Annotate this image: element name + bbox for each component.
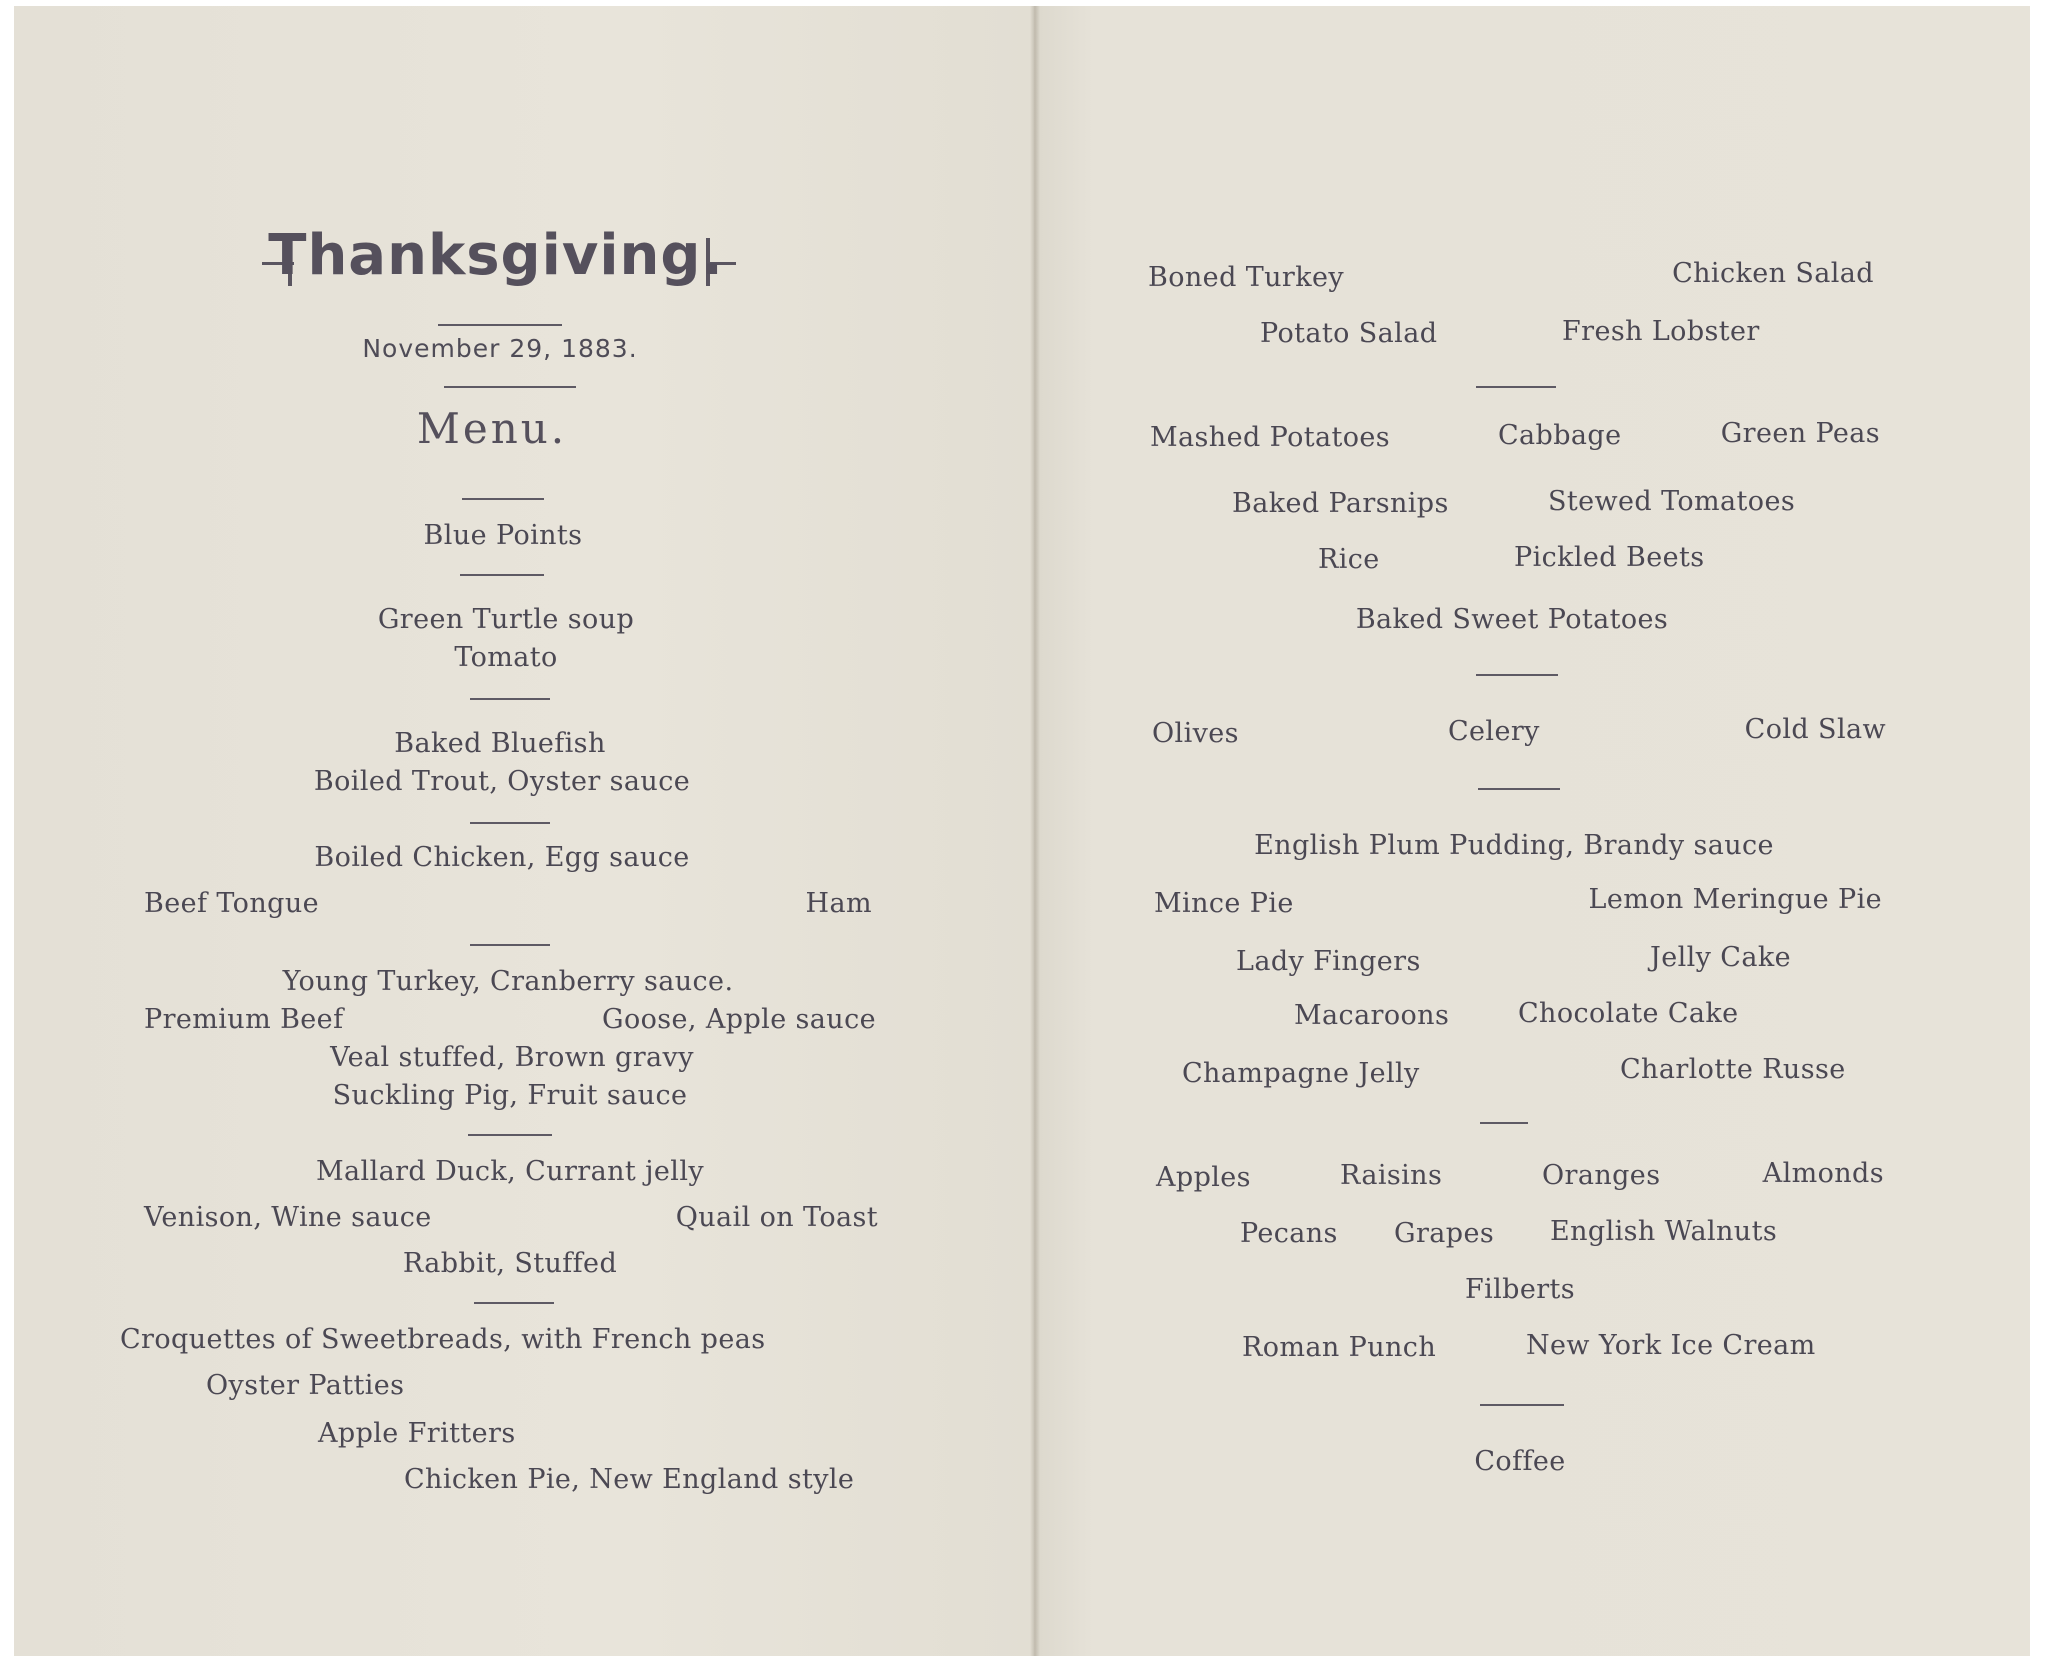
menu-item: Rabbit, Stuffed <box>402 1248 618 1279</box>
menu-title: Thanksgiving. <box>268 223 724 288</box>
menu-item: Fresh Lobster <box>1562 316 1760 347</box>
menu-item: Apple Fritters <box>318 1418 516 1449</box>
divider <box>462 498 544 500</box>
menu-item: Pickled Beets <box>1514 542 1705 573</box>
menu-item: Lady Fingers <box>1236 946 1421 977</box>
divider <box>1480 1404 1564 1406</box>
menu-item: Potato Salad <box>1260 318 1438 349</box>
menu-heading: Menu. <box>416 404 568 453</box>
menu-item: Cold Slaw <box>1744 714 1886 745</box>
menu-item: Apples <box>1156 1162 1251 1193</box>
divider <box>1478 788 1560 790</box>
menu-item: Almonds <box>1762 1158 1884 1189</box>
menu-item: Filberts <box>1464 1274 1576 1305</box>
menu-item: Green Peas <box>1720 418 1880 449</box>
menu-item: Baked Sweet Potatoes <box>1355 604 1669 635</box>
menu-item: Mashed Potatoes <box>1150 422 1391 453</box>
divider <box>444 386 576 388</box>
menu-item: Blue Points <box>423 520 583 551</box>
divider <box>460 574 544 576</box>
divider <box>468 1134 552 1136</box>
menu-item: Celery <box>1448 716 1540 747</box>
divider <box>474 1302 554 1304</box>
menu-item: Boiled Trout, Oyster sauce <box>313 766 691 797</box>
menu-item: Goose, Apple sauce <box>602 1004 876 1035</box>
menu-item: Oranges <box>1542 1160 1661 1191</box>
menu-item: Croquettes of Sweetbreads, with French peas <box>120 1324 766 1355</box>
menu-item: English Walnuts <box>1550 1216 1778 1247</box>
menu-item: Chicken Pie, New England style <box>404 1464 855 1495</box>
menu-item: Ham <box>805 888 872 919</box>
divider <box>438 324 562 326</box>
menu-item: Roman Punch <box>1242 1332 1437 1363</box>
menu-item: Mallard Duck, Currant jelly <box>315 1156 705 1187</box>
menu-item: Beef Tongue <box>144 888 319 919</box>
menu-item: Tomato <box>454 642 558 673</box>
menu-item: Chocolate Cake <box>1518 998 1739 1029</box>
menu-item: Oyster Patties <box>206 1370 405 1401</box>
divider <box>470 698 550 700</box>
menu-item: Boiled Chicken, Egg sauce <box>314 842 690 873</box>
divider <box>1476 386 1556 388</box>
divider <box>470 944 550 946</box>
menu-item: New York Ice Cream <box>1526 1330 1816 1361</box>
menu-item: Coffee <box>1474 1446 1566 1477</box>
menu-item: Champagne Jelly <box>1182 1058 1420 1089</box>
menu-item: Premium Beef <box>144 1004 344 1035</box>
center-fold <box>1030 6 1040 1656</box>
menu-item: Olives <box>1152 718 1239 749</box>
menu-item: English Plum Pudding, Brandy sauce <box>1254 830 1774 861</box>
menu-item: Grapes <box>1394 1218 1495 1249</box>
menu-item: Quail on Toast <box>675 1202 878 1233</box>
menu-item: Mince Pie <box>1154 888 1294 919</box>
menu-item: Young Turkey, Cranberry sauce. <box>282 966 734 997</box>
divider <box>1476 674 1558 676</box>
menu-item: Boned Turkey <box>1148 262 1345 293</box>
menu-item: Macaroons <box>1294 1000 1450 1031</box>
menu-item: Raisins <box>1340 1160 1443 1191</box>
menu-item: Chicken Salad <box>1672 258 1874 289</box>
menu-date: November 29, 1883. <box>362 334 638 363</box>
menu-item: Venison, Wine sauce <box>144 1202 432 1233</box>
menu-item: Charlotte Russe <box>1620 1054 1846 1085</box>
menu-item: Stewed Tomatoes <box>1548 486 1796 517</box>
menu-item: Baked Bluefish <box>394 728 606 759</box>
menu-item: Suckling Pig, Fruit sauce <box>332 1080 688 1111</box>
menu-item: Lemon Meringue Pie <box>1588 884 1882 915</box>
menu-item: Pecans <box>1240 1218 1338 1249</box>
menu-item: Rice <box>1318 544 1380 575</box>
menu-item: Green Turtle soup <box>377 604 635 635</box>
divider <box>1480 1122 1528 1124</box>
divider <box>470 822 550 824</box>
menu-item: Veal stuffed, Brown gravy <box>330 1042 694 1073</box>
menu-item: Jelly Cake <box>1650 942 1792 973</box>
menu-item: Cabbage <box>1498 420 1622 451</box>
menu-item: Baked Parsnips <box>1232 488 1449 519</box>
